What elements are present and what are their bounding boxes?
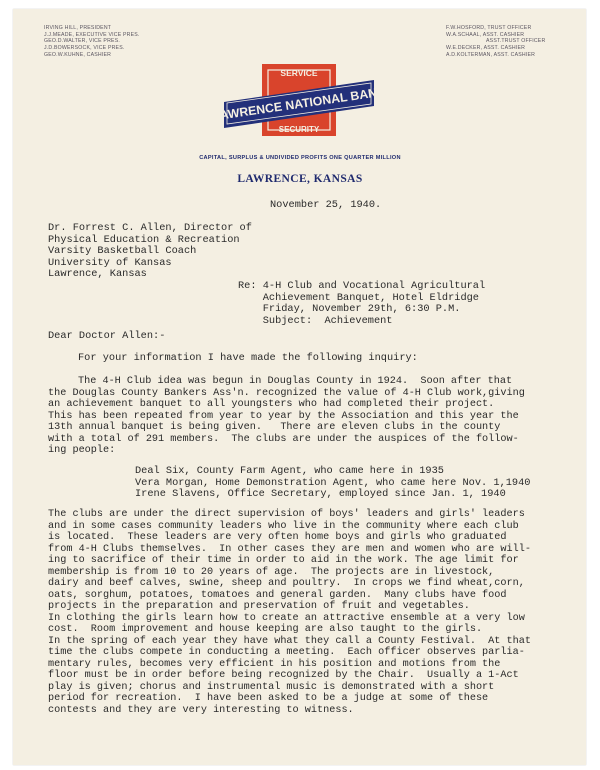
body-line: the Douglas County Bankers Ass'n. recognized the value of 4-H Club work,giving xyxy=(48,387,525,399)
body-line: This has been repeated from year to year by the Association and this year the xyxy=(48,410,519,422)
officer-line: J.J.MEADE, EXECUTIVE VICE PRES. xyxy=(44,31,140,38)
body-line: 13th annual banquet is being given. There are eleven clubs in the county xyxy=(48,422,501,433)
salutation: Dear Doctor Allen:- xyxy=(48,330,166,342)
subject-block xyxy=(238,281,485,327)
officer-line: F.W.HOSFORD, TRUST OFFICER xyxy=(446,25,532,31)
recipient-address xyxy=(48,223,252,281)
city-heading: LAWRENCE, KANSAS xyxy=(237,173,363,185)
body-line: with a total of 291 members. The clubs are under the auspices of the follow- xyxy=(48,433,519,445)
officer-line: J.D.BOWERSOCK, VICE PRES. xyxy=(44,45,125,52)
body-line: contests and they are very interesting to witness. xyxy=(48,704,354,716)
body-line: an achievement banquet to all youngsters who had completed their project. xyxy=(48,399,495,410)
officer-line: IRVING HILL, PRESIDENT xyxy=(44,25,112,31)
paragraph-clubs xyxy=(48,509,531,716)
re-line: Achievement Banquet, Hotel Eldridge xyxy=(238,291,479,304)
officer-line: GEO.W.KUHNE, CASHIER xyxy=(44,51,112,58)
body-line: The clubs are under the direct supervision of boys' leaders and girls' leaders xyxy=(48,509,525,520)
address-line: Lawrence, Kansas xyxy=(48,268,147,280)
re-line: Friday, November 29th, 6:30 P.M. xyxy=(238,303,461,315)
body-line: membership is from 10 to 20 years of age. The projects are in livestock, xyxy=(48,566,495,578)
body-line: ing people: xyxy=(48,445,116,456)
body-line: The 4-H Club idea was begun in Douglas County in 1924. Soon after that xyxy=(78,376,513,387)
capital-line: CAPITAL, SURPLUS & UNDIVIDED PROFITS ONE QUARTER MILLION xyxy=(199,155,401,161)
body-line: In the spring of each year they have what they call a County Festival. At that xyxy=(48,635,531,647)
officer-line: W.E.DECKER, ASST. CASHIER xyxy=(446,45,526,52)
officer-line: GEO.D.WALTER, VICE PRES. xyxy=(44,38,120,45)
letter-date: November 25, 1940. xyxy=(270,199,382,211)
body-line: time the clubs compete in conducting a meeting. Each officer observes parlia- xyxy=(48,647,525,658)
paragraph-intro: For your information I have made the following inquiry: xyxy=(78,352,418,364)
staff-list xyxy=(135,466,530,501)
body-line: In clothing the girls learn how to create an attractive ensemble at a very low xyxy=(48,612,525,624)
logo-service-text: SERVICE xyxy=(280,68,318,78)
staff-line: Deal Six, County Farm Agent, who came here in 1935 xyxy=(135,465,444,477)
address-line: Varsity Basketball Coach xyxy=(48,245,197,257)
body-line: period for recreation. I have been asked to be a judge at some of these xyxy=(48,693,489,704)
body-line: projects in the preparation and preservation of fruit and vegetables. xyxy=(48,601,470,612)
re-line: Subject: Achievement xyxy=(238,314,393,327)
paragraph-history xyxy=(48,376,525,457)
officers-left xyxy=(44,25,140,59)
body-line: ing to sacrifice of their time in order to aid in the work. The age limit for xyxy=(48,555,519,566)
officers-right xyxy=(446,25,545,59)
body-line: cost. Room improvement and house keeping are also taught to the girls. xyxy=(48,624,483,635)
body-line: mentary rules, becomes very efficient in his position and motions from the xyxy=(48,658,501,670)
officer-line: W.A.SCHAAL, ASST. CASHIER xyxy=(446,31,525,38)
re-line: Re: 4-H Club and Vocational Agricultural xyxy=(238,280,486,292)
officer-line: ASST.TRUST OFFICER xyxy=(486,38,546,45)
body-line: play is given; chorus and instrumental music is demonstrated with a short xyxy=(48,681,495,693)
body-line: from 4-H Clubs themselves. In other cases they are men and women who are will- xyxy=(48,543,531,555)
officer-line: A.D.KOLTERMAN, ASST. CASHIER xyxy=(446,51,536,58)
body-line: dairy and beef calves, swine, sheep and poultry. In crops we find wheat,corn, xyxy=(48,578,525,589)
bank-logo xyxy=(211,62,387,138)
body-line: floor must be in order before being recognized by the Chair. Usually a 1-Act xyxy=(48,670,519,681)
staff-line: Irene Slavens, Office Secretary, employed since Jan. 1, 1940 xyxy=(135,488,506,500)
address-line: University of Kansas xyxy=(48,256,172,269)
body-line: is located. These leaders are very often home boys and girls who graduated xyxy=(48,532,507,543)
address-line: Physical Education & Recreation xyxy=(48,233,240,246)
logo-security-text: SECURITY xyxy=(278,125,320,134)
body-line: and in some cases community leaders who live in the community where each club xyxy=(48,520,519,532)
address-line: Dr. Forrest C. Allen, Director of xyxy=(48,222,252,234)
staff-line: Vera Morgan, Home Demonstration Agent, who came here Nov. 1,1940 xyxy=(135,476,531,489)
body-line: oats, sorghum, potatoes, tomatoes and general garden. Many clubs have food xyxy=(48,589,507,601)
logo-bank-name-text: LAWRENCE NATIONAL BANK xyxy=(211,84,387,124)
